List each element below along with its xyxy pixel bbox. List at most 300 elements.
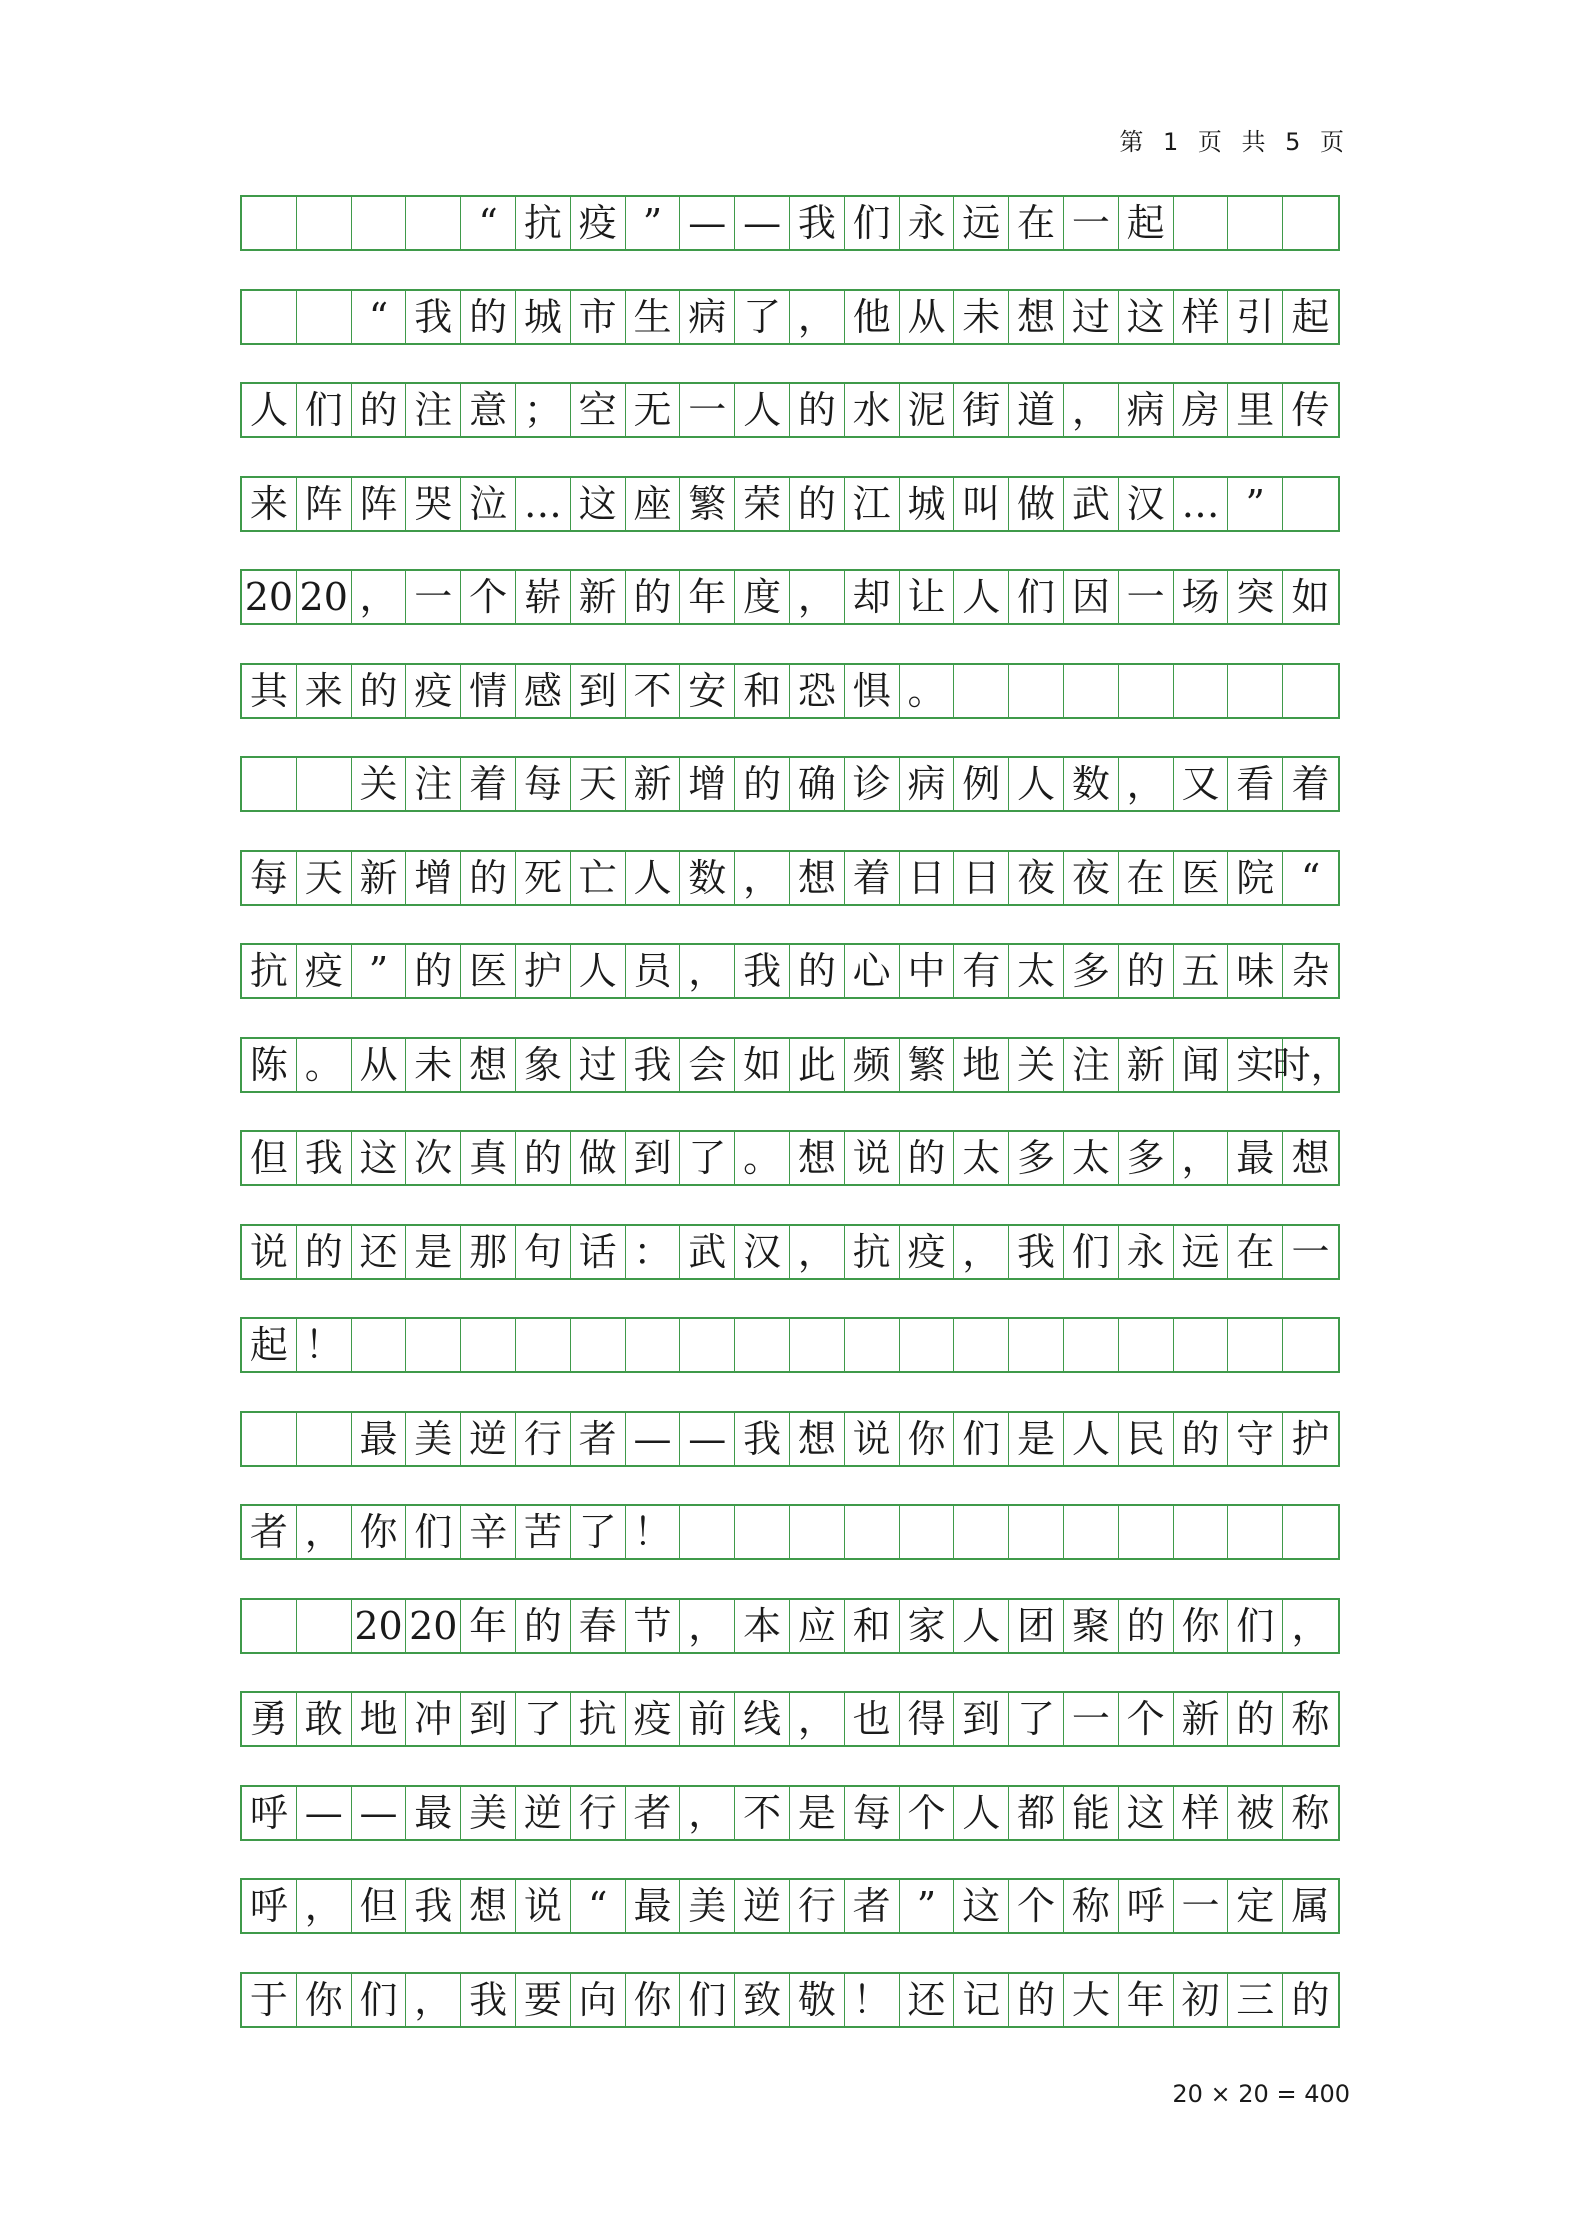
grid-cell: 数 [680, 852, 735, 904]
grid-cell: 频 [845, 1039, 900, 1091]
grid-cell: 护 [1291, 1416, 1330, 1461]
grid-cell: 还 [352, 1226, 407, 1278]
grid-cell [680, 1319, 735, 1371]
grid-cell: 最 [1228, 1132, 1283, 1184]
grid-cell: 繁 [680, 478, 735, 530]
grid-cell [1174, 197, 1229, 249]
grid-cell: 每 [242, 852, 297, 904]
grid-cell [406, 1319, 461, 1371]
grid-cell [680, 1506, 735, 1558]
grid-cell [352, 1319, 407, 1371]
grid-cell: 的 [461, 852, 516, 904]
grid-cell [571, 1319, 626, 1371]
grid-cell: 我 [735, 1413, 790, 1465]
grid-cell: 度 [735, 571, 790, 623]
grid-cell: 我 [406, 1880, 461, 1932]
grid-cell: — [297, 1787, 352, 1839]
grid-cell: 如 [735, 1039, 790, 1091]
grid-cell: 在 [1228, 1226, 1283, 1278]
grid-cell: 者 [845, 1880, 900, 1932]
grid-cell: 到 [626, 1132, 681, 1184]
grid-cell [242, 291, 297, 343]
grid-cell: 房 [1174, 384, 1229, 436]
grid-cell [242, 197, 297, 249]
grid-cell: 起 [242, 1319, 297, 1371]
grid-cell: 的 [516, 1600, 571, 1652]
grid-cell: 逆 [461, 1413, 516, 1465]
grid-cell: 到 [461, 1693, 516, 1745]
grid-cell: 象 [516, 1039, 571, 1091]
grid-cell: 都 [1009, 1787, 1064, 1839]
grid-cell: 着 [1291, 762, 1330, 806]
grid-cell: 节 [626, 1600, 681, 1652]
grid-cell: 初 [1174, 1974, 1229, 2026]
grid-cell [1174, 1506, 1229, 1558]
grid-cell: 想 [1291, 1136, 1330, 1180]
grid-cell: 一 [406, 571, 461, 623]
grid-row [240, 195, 1340, 251]
grid-cell: 无 [626, 384, 681, 436]
grid-cell: ， [1119, 758, 1174, 810]
grid-cell: 想 [790, 1132, 845, 1184]
grid-cell: 亡 [571, 852, 626, 904]
grid-cell: 和 [845, 1600, 900, 1652]
grid-cell: 我 [790, 197, 845, 249]
grid-cell [297, 758, 352, 810]
grid-cell: 其 [242, 665, 297, 717]
grid-row [240, 1130, 1340, 1186]
grid-cell: 惧 [845, 665, 900, 717]
grid-cell: 五 [1174, 945, 1229, 997]
grid-cell: “ [352, 291, 407, 343]
grid-cell: ， [1174, 1132, 1229, 1184]
grid-cell: 和 [735, 665, 790, 717]
grid-cell [242, 758, 297, 810]
grid-cell: 看 [1228, 758, 1283, 810]
grid-cell: 在 [1009, 197, 1064, 249]
grid-cell: 医 [461, 945, 516, 997]
grid-cell: 不 [626, 665, 681, 717]
grid-cell: 年 [461, 1600, 516, 1652]
grid-cell: 三 [1228, 1974, 1283, 2026]
grid-cell: 远 [954, 197, 1009, 249]
grid-cell [790, 1319, 845, 1371]
grid-cell: 关 [1009, 1039, 1064, 1091]
grid-cell: 情 [461, 665, 516, 717]
grid-cell: 也 [845, 1693, 900, 1745]
grid-row [240, 569, 1340, 625]
grid-cell: 座 [626, 478, 681, 530]
grid-cell: 是 [790, 1787, 845, 1839]
grid-cell: 抗 [242, 945, 297, 997]
grid-cell: 里 [1228, 384, 1283, 436]
grid-cell: 最 [626, 1880, 681, 1932]
grid-cell: 会 [680, 1039, 735, 1091]
grid-cell: 的 [1228, 1693, 1283, 1745]
grid-cell: 年 [680, 571, 735, 623]
grid-cell: 太 [1009, 945, 1064, 997]
grid-cell: 的 [297, 1226, 352, 1278]
grid-cell [1009, 665, 1064, 717]
grid-cell: 前 [680, 1693, 735, 1745]
grid-cell: 人 [571, 945, 626, 997]
grid-cell [516, 1319, 571, 1371]
grid-cell [735, 1506, 790, 1558]
grid-cell: 样 [1174, 1787, 1229, 1839]
grid-cell: 人 [626, 852, 681, 904]
grid-cell: 真 [461, 1132, 516, 1184]
grid-cell: 家 [900, 1600, 955, 1652]
grid-cell: 死 [516, 852, 571, 904]
grid-cell: 行 [516, 1413, 571, 1465]
grid-cell: 道 [1009, 384, 1064, 436]
grid-cell: 繁 [900, 1039, 955, 1091]
grid-cell: 守 [1228, 1413, 1283, 1465]
grid-cell: 员 [626, 945, 681, 997]
grid-cell: 的 [1119, 1600, 1174, 1652]
grid-cell: ， [790, 1226, 845, 1278]
grid-cell: 多 [1064, 945, 1119, 997]
grid-cell: ， [1064, 384, 1119, 436]
grid-cell: 应 [790, 1600, 845, 1652]
grid-cell: 一 [680, 384, 735, 436]
grid-cell: 做 [1009, 478, 1064, 530]
grid-cell: 叫 [954, 478, 1009, 530]
grid-cell: 实 [1228, 1039, 1283, 1091]
grid-cell: 本 [735, 1600, 790, 1652]
grid-cell: 我 [406, 291, 461, 343]
grid-cell: 因 [1064, 571, 1119, 623]
grid-cell: 是 [406, 1226, 461, 1278]
grid-cell: 做 [571, 1132, 626, 1184]
grid-row [240, 1598, 1340, 1654]
grid-cell: 我 [626, 1039, 681, 1091]
grid-row [240, 1411, 1340, 1467]
grid-cell: … [516, 478, 571, 530]
grid-cell: 人 [954, 571, 1009, 623]
grid-cell: 起 [1119, 197, 1174, 249]
grid-cell [242, 1413, 297, 1465]
grid-cell: ， [406, 1974, 461, 2026]
grid-cell: 属 [1291, 1884, 1330, 1928]
grid-cell: 想 [461, 1880, 516, 1932]
grid-cell: 突 [1228, 571, 1283, 623]
grid-cell: 院 [1228, 852, 1283, 904]
grid-cell: 抗 [845, 1226, 900, 1278]
grid-cell: ！ [297, 1319, 352, 1371]
grid-cell: 地 [352, 1693, 407, 1745]
grid-cell [900, 1506, 955, 1558]
grid-cell: 个 [1009, 1880, 1064, 1932]
grid-cell [297, 291, 352, 343]
grid-cell [1119, 665, 1174, 717]
grid-cell: 增 [680, 758, 735, 810]
grid-cell [461, 1319, 516, 1371]
grid-row [240, 1785, 1340, 1841]
grid-cell: 的 [1119, 945, 1174, 997]
grid-cell [1119, 1319, 1174, 1371]
grid-cell: 想 [790, 852, 845, 904]
grid-cell: 的 [790, 945, 845, 997]
grid-cell [900, 1319, 955, 1371]
grid-cell: 称 [1291, 1697, 1330, 1741]
grid-cell: 呼 [242, 1787, 297, 1839]
grid-cell: 人 [1009, 758, 1064, 810]
grid-cell: 远 [1174, 1226, 1229, 1278]
page-number: 第 1 页 共 5 页 [1119, 128, 1350, 156]
grid-cell: 多 [1009, 1132, 1064, 1184]
grid-cell [1283, 1506, 1338, 1558]
grid-cell: 护 [516, 945, 571, 997]
grid-cell: 的 [735, 758, 790, 810]
grid-cell: 场 [1174, 571, 1229, 623]
grid-cell: 着 [461, 758, 516, 810]
grid-cell [1228, 1319, 1283, 1371]
grid-cell: 行 [571, 1787, 626, 1839]
grid-cell [1064, 665, 1119, 717]
grid-cell: 向 [571, 1974, 626, 2026]
grid-cell: 行 [790, 1880, 845, 1932]
grid-cell: 我 [735, 945, 790, 997]
grid-cell [1228, 197, 1283, 249]
grid-row [240, 756, 1340, 812]
grid-cell [735, 1319, 790, 1371]
grid-cell: 太 [954, 1132, 1009, 1184]
grid-cell: 一 [1174, 1880, 1229, 1932]
grid-cell: 陈 [242, 1039, 297, 1091]
grid-cell: 武 [1064, 478, 1119, 530]
grid-cell: ！ [626, 1506, 681, 1558]
grid-cell: ， [790, 1693, 845, 1745]
grid-cell: 我 [461, 1974, 516, 2026]
grid-cell: 未 [406, 1039, 461, 1091]
grid-row [240, 476, 1340, 532]
grid-cell: 医 [1174, 852, 1229, 904]
grid-cell: 泥 [900, 384, 955, 436]
grid-cell: 新 [571, 571, 626, 623]
grid-cell: 要 [516, 1974, 571, 2026]
grid-cell: 这 [571, 478, 626, 530]
grid-cell: — [626, 1413, 681, 1465]
grid-cell: 诊 [845, 758, 900, 810]
grid-cell: 街 [954, 384, 1009, 436]
grid-cell [790, 1506, 845, 1558]
grid-cell: 感 [516, 665, 571, 717]
grid-cell: 江 [845, 478, 900, 530]
grid-cell: 是 [1009, 1413, 1064, 1465]
grid-cell: 想 [1009, 291, 1064, 343]
grid-cell: 我 [1009, 1226, 1064, 1278]
grid-row [240, 663, 1340, 719]
grid-cell: 中 [900, 945, 955, 997]
grid-cell: 20 [406, 1600, 461, 1652]
grid-cell: 人 [954, 1787, 1009, 1839]
grid-cell: 心 [845, 945, 900, 997]
grid-cell: — [352, 1787, 407, 1839]
grid-cell: 着 [845, 852, 900, 904]
grid-row [240, 1691, 1340, 1747]
grid-cell: 天 [297, 852, 352, 904]
grid-cell: 崭 [516, 571, 571, 623]
grid-cell: … [1174, 478, 1229, 530]
grid-cell: 者 [571, 1413, 626, 1465]
grid-cell: 春 [571, 1600, 626, 1652]
grid-cell [297, 1413, 352, 1465]
grid-cell: 日 [954, 852, 1009, 904]
grid-cell: 在 [1119, 852, 1174, 904]
grid-row [240, 850, 1340, 906]
grid-cell: 的 [790, 384, 845, 436]
grid-cell: 称 [1064, 1880, 1119, 1932]
grid-cell: 阵 [352, 478, 407, 530]
grid-cell: 传 [1291, 388, 1330, 432]
grid-cell: 辛 [461, 1506, 516, 1558]
grid-cell: 的 [900, 1132, 955, 1184]
grid-cell: 一 [1064, 1693, 1119, 1745]
grid-cell: 逆 [735, 1880, 790, 1932]
grid-row [240, 1224, 1340, 1280]
grid-cell: “ [461, 197, 516, 249]
grid-cell: 疫 [406, 665, 461, 717]
grid-cell: 新 [626, 758, 681, 810]
grid-cell: 来 [297, 665, 352, 717]
grid-cell: 了 [1009, 1693, 1064, 1745]
grid-cell [242, 1600, 297, 1652]
grid-cell: ” [352, 945, 407, 997]
grid-cell: 团 [1009, 1600, 1064, 1652]
grid-cell: 线 [735, 1693, 790, 1745]
grid-cell: — [735, 197, 790, 249]
grid-cell: 抗 [571, 1693, 626, 1745]
grid-cell [954, 1319, 1009, 1371]
grid-cell: ， [297, 1880, 352, 1932]
grid-cell: 每 [516, 758, 571, 810]
grid-cell: 年 [1119, 1974, 1174, 2026]
grid-cell: 引 [1228, 291, 1283, 343]
grid-cell: 阵 [297, 478, 352, 530]
grid-cell: 又 [1174, 758, 1229, 810]
grid-cell: 想 [461, 1039, 516, 1091]
grid-cell: 恐 [790, 665, 845, 717]
grid-cell: 你 [297, 1974, 352, 2026]
grid-cell: 疫 [297, 945, 352, 997]
grid-cell: 哭 [406, 478, 461, 530]
grid-cell: 冲 [406, 1693, 461, 1745]
grid-cell: ， [680, 1787, 735, 1839]
grid-cell [954, 665, 1009, 717]
grid-cell: 们 [954, 1413, 1009, 1465]
grid-cell [297, 1600, 352, 1652]
grid-cell [1119, 1506, 1174, 1558]
grid-cell: 天 [571, 758, 626, 810]
grid-cell: 个 [900, 1787, 955, 1839]
grid-cell: 们 [352, 1974, 407, 2026]
grid-cell: 称 [1291, 1790, 1330, 1835]
grid-cell: 新 [1119, 1039, 1174, 1091]
grid-cell: 夜 [1009, 852, 1064, 904]
grid-cell: 人 [242, 384, 297, 436]
grid-cell: 城 [516, 291, 571, 343]
grid-cell: 说 [845, 1413, 900, 1465]
grid-cell: 想 [790, 1413, 845, 1465]
grid-cell [845, 1319, 900, 1371]
grid-cell [626, 1319, 681, 1371]
grid-cell: 病 [680, 291, 735, 343]
grid-cell: ” [900, 1880, 955, 1932]
grid-cell: 勇 [242, 1693, 297, 1745]
grid-cell: 不 [735, 1787, 790, 1839]
grid-cell: “ [571, 1880, 626, 1932]
grid-cell: 的 [461, 291, 516, 343]
grid-cell: 疫 [626, 1693, 681, 1745]
grid-cell [1228, 1506, 1283, 1558]
grid-cell: 病 [900, 758, 955, 810]
grid-cell: 定 [1228, 1880, 1283, 1932]
grid-cell: 说 [242, 1226, 297, 1278]
grid-cell: 一 [1291, 1229, 1330, 1274]
grid-cell: 地 [954, 1039, 1009, 1091]
grid-cell: 但 [242, 1132, 297, 1184]
grid-cell: 例 [954, 758, 1009, 810]
grid-row [240, 1504, 1340, 1560]
grid-cell: ； [516, 384, 571, 436]
grid-cell: 杂 [1291, 949, 1330, 993]
grid-cell: 最 [352, 1413, 407, 1465]
grid-cell: 那 [461, 1226, 516, 1278]
grid-cell: 美 [461, 1787, 516, 1839]
grid-cell: 20 [352, 1600, 407, 1652]
grid-cell: 人 [735, 384, 790, 436]
grid-cell: 者 [242, 1506, 297, 1558]
grid-cell: ” [1228, 478, 1283, 530]
grid-cell: 个 [1119, 1693, 1174, 1745]
grid-cell: ， [352, 571, 407, 623]
grid-cell: 意 [461, 384, 516, 436]
grid-cell: 未 [954, 291, 1009, 343]
grid-cell: 敢 [297, 1693, 352, 1745]
grid-cell: 的 [352, 384, 407, 436]
grid-cell: 的 [1009, 1974, 1064, 2026]
grid-cell: ： [626, 1226, 681, 1278]
grid-cell: 美 [680, 1880, 735, 1932]
grid-cell: ， [1291, 1603, 1330, 1648]
grid-cell: 20 [297, 571, 352, 623]
grid-cell: 话 [571, 1226, 626, 1278]
grid-cell: 日 [900, 852, 955, 904]
grid-cell: 民 [1119, 1413, 1174, 1465]
grid-cell: 的 [352, 665, 407, 717]
grid-cell: ！ [845, 1974, 900, 2026]
grid-cell: 新 [1174, 1693, 1229, 1745]
grid-cell: 关 [352, 758, 407, 810]
grid-cell: 最 [406, 1787, 461, 1839]
grid-cell: 你 [900, 1413, 955, 1465]
grid-cell: 20 [242, 571, 297, 623]
grid-cell: 他 [845, 291, 900, 343]
grid-cell: 的 [626, 571, 681, 623]
grid-cell [1009, 1319, 1064, 1371]
grid-cell: 你 [352, 1506, 407, 1558]
grid-cell: 有 [954, 945, 1009, 997]
grid-cell: 你 [626, 1974, 681, 2026]
grid-cell: ， [735, 852, 790, 904]
grid-count: 20 × 20 = 400 [1172, 2080, 1350, 2108]
grid-cell: 夜 [1064, 852, 1119, 904]
grid-cell: 逆 [516, 1787, 571, 1839]
grid-cell: 闻 [1174, 1039, 1229, 1091]
grid-cell [352, 197, 407, 249]
grid-cell: — [680, 197, 735, 249]
